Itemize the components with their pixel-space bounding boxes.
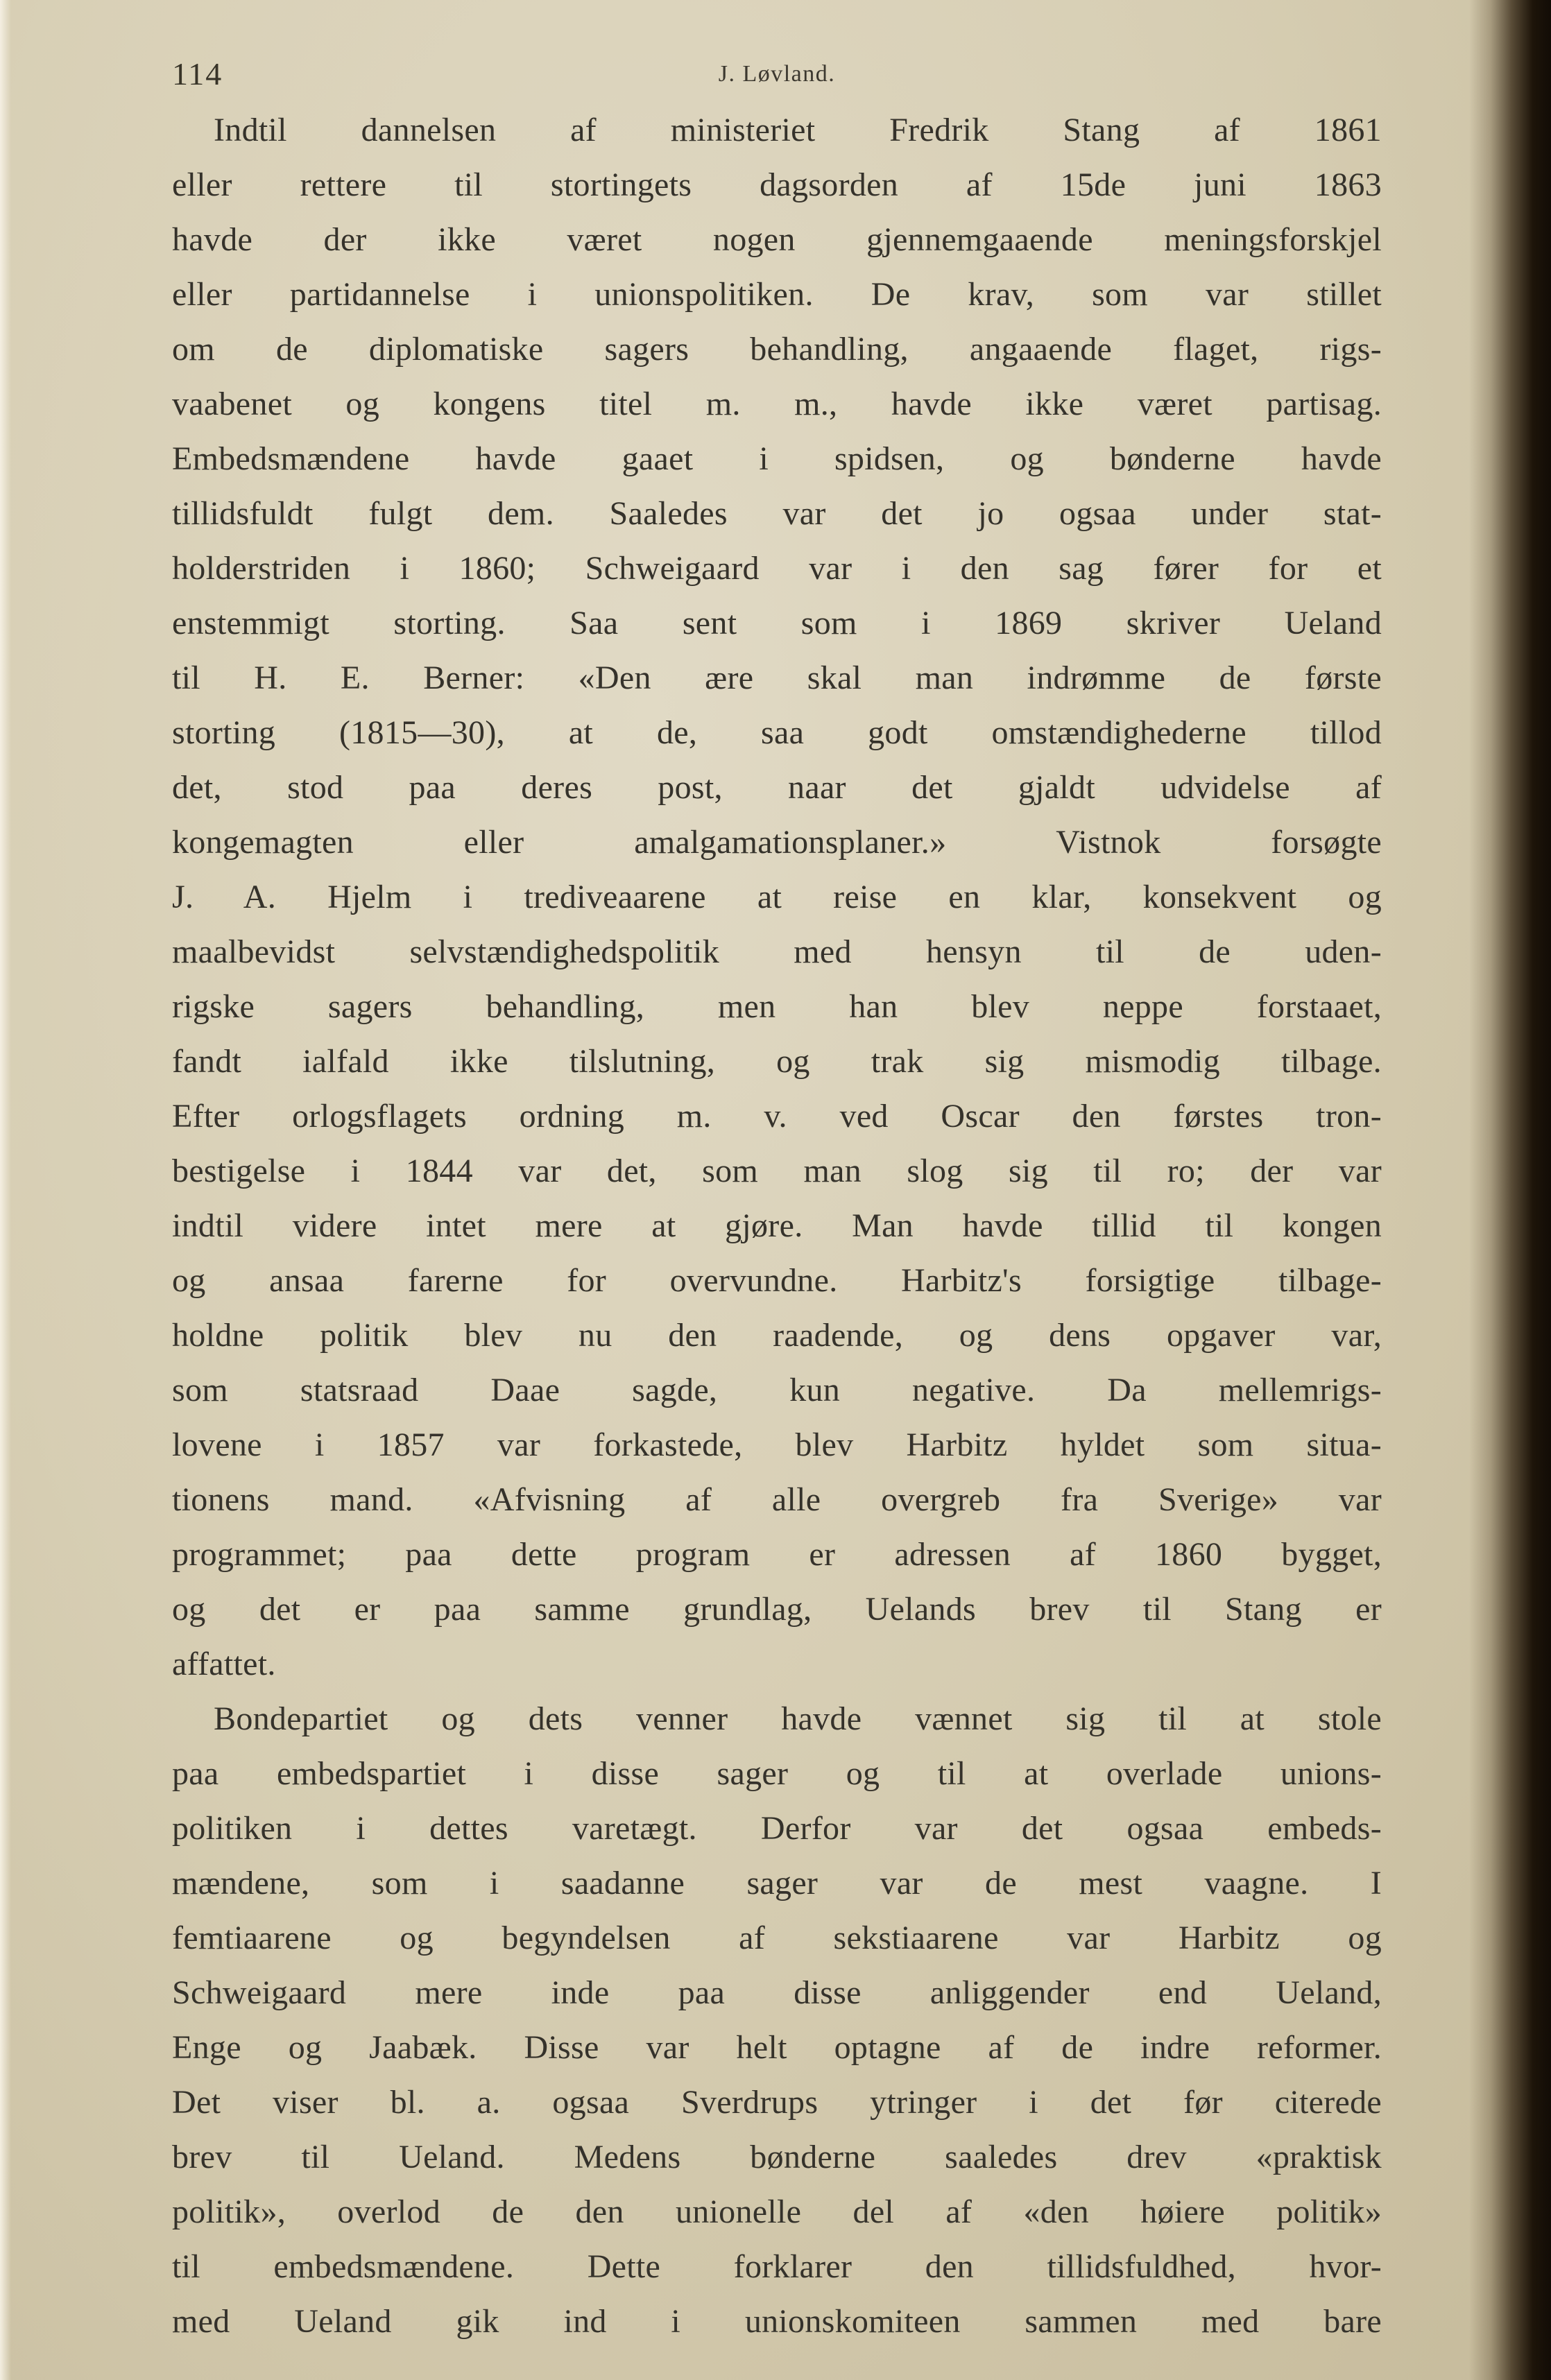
text-line: til H. E. Berner: «Den ære skal man indrømme de første xyxy=(172,659,1382,696)
text-line: lovene i 1857 var forkastede, blev Harbitz hyldet som situa- xyxy=(172,1426,1382,1463)
text-line: tillidsfuldt fulgt dem. Saaledes var det jo ogsaa under stat- xyxy=(172,495,1382,532)
book-edge-shadow xyxy=(1469,0,1551,2380)
text-line: Schweigaard mere inde paa disse anliggender end Ueland, xyxy=(172,1974,1382,2011)
text-line: fandt ialfald ikke tilslutning, og trak sig mismodig tilbage. xyxy=(172,1043,1382,1080)
scanned-page xyxy=(172,54,1382,2349)
text-line: med Ueland gik ind i unionskomiteen sammen med bare xyxy=(172,2303,1382,2340)
text-line: femtiaarene og begyndelsen af sekstiaarene var Harbitz og xyxy=(172,1920,1382,1956)
text-line: politiken i dettes varetægt. Derfor var det ogsaa embeds- xyxy=(172,1810,1382,1847)
running-header: J. Løvland. xyxy=(718,61,836,87)
page-header xyxy=(172,54,1382,97)
text-line: bestigelse i 1844 var det, som man slog sig til ro; der var xyxy=(172,1153,1382,1189)
text-line: til embedsmændene. Dette forklarer den tillidsfuldhed, hvor- xyxy=(172,2248,1382,2285)
text-line: eller rettere til stortingets dagsorden af 15de juni 1863 xyxy=(172,166,1382,203)
text-line: paa embedspartiet i disse sager og til at overlade unions- xyxy=(172,1755,1382,1792)
text-line: kongemagten eller amalgamationsplaner.» Vistnok forsøgte xyxy=(172,824,1382,861)
text-line: det, stod paa deres post, naar det gjaldt udvidelse af xyxy=(172,769,1382,806)
text-line: brev til Ueland. Medens bønderne saaledes drev «praktisk xyxy=(172,2139,1382,2175)
text-line: J. A. Hjelm i trediveaarene at reise en klar, konsekvent og xyxy=(172,879,1382,915)
page-body xyxy=(172,103,1382,2349)
text-line: holderstriden i 1860; Schweigaard var i den sag fører for et xyxy=(172,550,1382,587)
text-line: Enge og Jaabæk. Disse var helt optagne af de indre reformer. xyxy=(172,2029,1382,2066)
text-line: om de diplomatiske sagers behandling, angaaende flaget, rigs- xyxy=(172,331,1382,368)
text-line: vaabenet og kongens titel m. m., havde ikke været partisag. xyxy=(172,386,1382,422)
text-line: enstemmigt storting. Saa sent som i 1869 skriver Ueland xyxy=(172,605,1382,641)
text-line: tionens mand. «Afvisning af alle overgreb fra Sverige» var xyxy=(172,1481,1382,1518)
text-line: Embedsmændene havde gaaet i spidsen, og bønderne havde xyxy=(172,440,1382,477)
text-line: mændene, som i saadanne sager var de mest vaagne. I xyxy=(172,1865,1382,1902)
page-number: 114 xyxy=(172,56,223,92)
text-line: Det viser bl. a. ogsaa Sverdrups ytringer i det før citerede xyxy=(172,2084,1382,2121)
text-line: og det er paa samme grundlag, Uelands brev til Stang er xyxy=(172,1591,1382,1628)
text-line: maalbevidst selvstændighedspolitik med hensyn til de uden- xyxy=(172,933,1382,970)
paragraph xyxy=(172,1691,1382,2349)
text-line: havde der ikke været nogen gjennemgaaende meningsforskjel xyxy=(172,221,1382,258)
text-line: programmet; paa dette program er adressen af 1860 bygget, xyxy=(172,1536,1382,1573)
text-line: Indtil dannelsen af ministeriet Fredrik Stang af 1861 xyxy=(214,112,1382,148)
text-line: indtil videre intet mere at gjøre. Man havde tillid til kongen xyxy=(172,1207,1382,1244)
text-line: holdne politik blev nu den raadende, og dens opgaver var, xyxy=(172,1317,1382,1354)
text-line: rigske sagers behandling, men han blev neppe forstaaet, xyxy=(172,988,1382,1025)
text-line: storting (1815—30), at de, saa godt omstændighederne tillod xyxy=(172,714,1382,751)
paragraph xyxy=(172,103,1382,1691)
text-line: politik», overlod de den unionelle del af «den høiere politik» xyxy=(172,2193,1382,2230)
text-line: affattet. xyxy=(172,1646,276,1682)
text-line: og ansaa farerne for overvundne. Harbitz's forsigtige tilbage- xyxy=(172,1262,1382,1299)
page-left-edge xyxy=(0,0,11,2380)
text-line: eller partidannelse i unionspolitiken. De krav, som var stillet xyxy=(172,276,1382,313)
text-line: Bondepartiet og dets venner havde vænnet sig til at stole xyxy=(214,1700,1382,1737)
text-line: som statsraad Daae sagde, kun negative. Da mellemrigs- xyxy=(172,1372,1382,1408)
text-line: Efter orlogsflagets ordning m. v. ved Oscar den førstes tron- xyxy=(172,1098,1382,1135)
